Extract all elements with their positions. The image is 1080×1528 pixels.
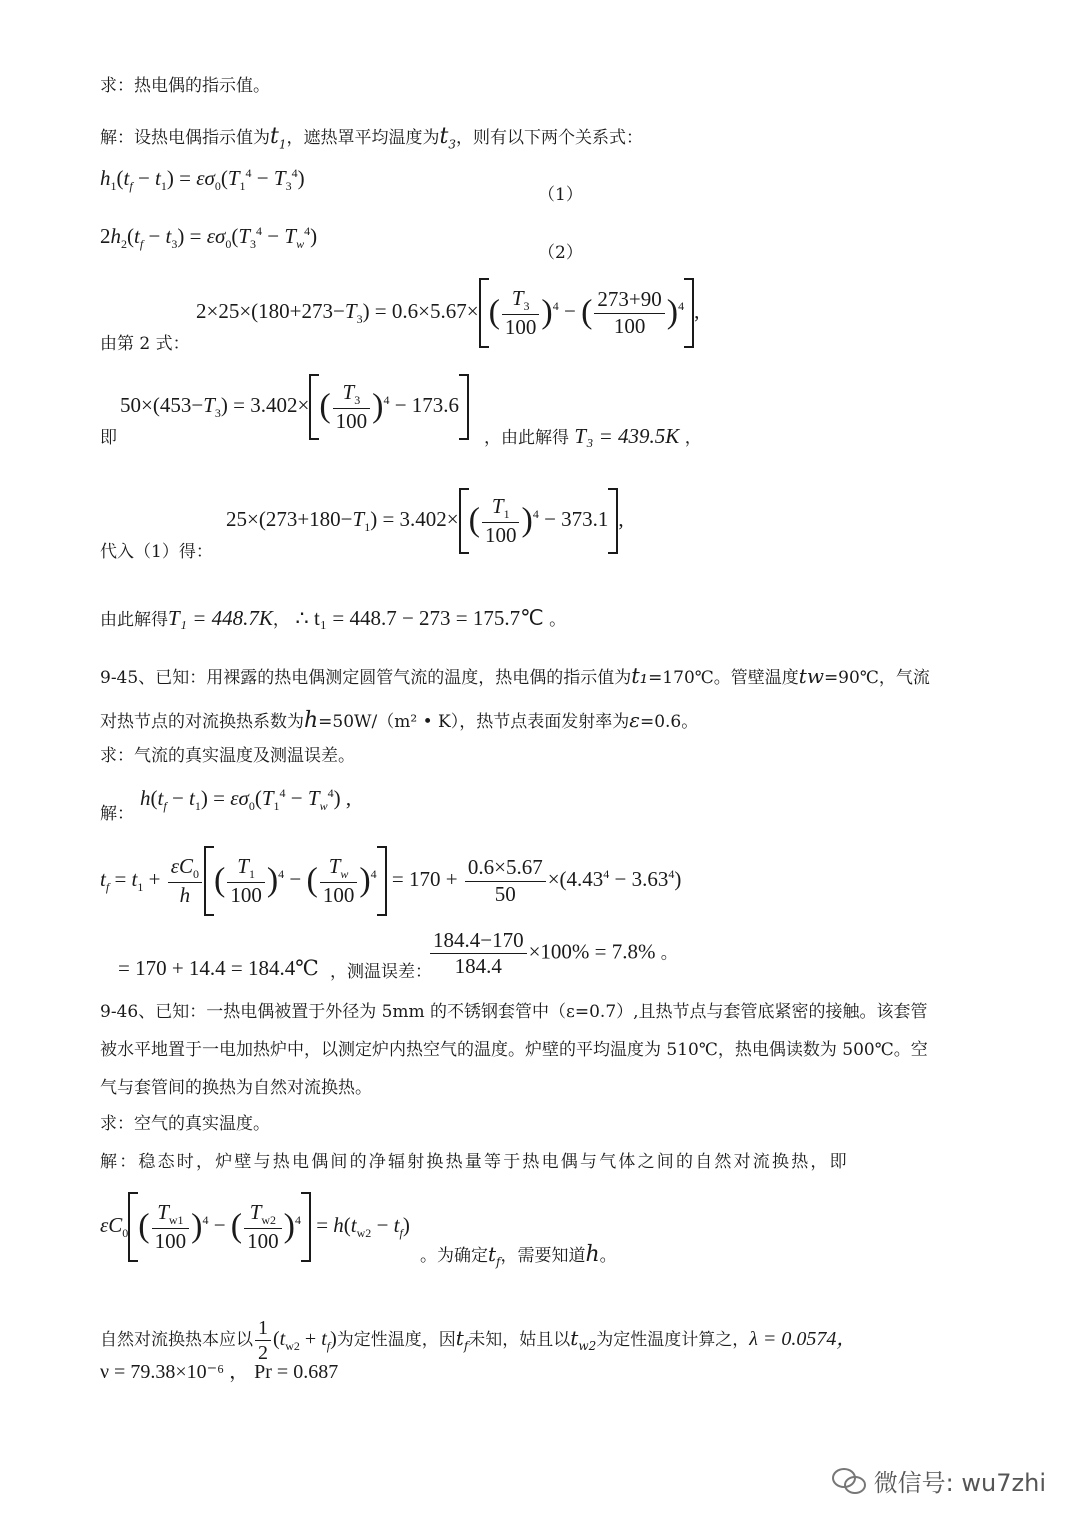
problem-946-line2: 被水平地置于一电加热炉中，以测定炉内热空气的温度。炉壁的平均温度为 510℃，热电偶读数为 500℃。空 — [100, 1040, 928, 1060]
p945-tw: tw — [798, 664, 824, 688]
question-946: 求：空气的真实温度。 — [100, 1114, 270, 1134]
equation-2: $2h_2(t_f - t_3) = \varepsilon\sigma_0(T_3^4 - T_w^4)$ — [100, 224, 318, 252]
need-h-b: ，需要知道 — [500, 1246, 586, 1266]
solve-t3-label: ，由此解得 — [484, 428, 569, 448]
natural-convection-line — [100, 1316, 856, 1365]
nu-pr-line: ν = 79.38×10⁻⁶ ， Pr = 0.687 — [100, 1361, 339, 1383]
nat-text-d: 为定性温度计算之， — [596, 1330, 750, 1351]
nat-text-a: 自然对流换热本应以 — [100, 1330, 253, 1351]
equation-945-result: = 170 + 14.4 = 184.4℃ — [118, 956, 319, 980]
error-label: ，测温误差： — [330, 962, 432, 982]
problem-946-line1: 9-46、已知：一热电偶被置于外径为 5mm 的不锈钢套管中（ε=0.7）,且热节点与套管底紧密的接触。该套管 — [100, 1002, 928, 1022]
problem-945-line1 — [100, 664, 930, 689]
solution-intro — [100, 124, 643, 152]
t3-value: T₃ = 439.5K — [574, 424, 680, 448]
question-945: 求：气流的真实温度及测温误差。 — [100, 746, 355, 766]
equation-from-2: $2\times 25\times(180+273-T_3) = 0.6\times 5.67\times$ ( $\frac{T_3}{100}$ )$^4$ − ( $\frac{273+90}{100}$ )$^4$ , — [196, 278, 699, 348]
nat-mean-temp: $\frac{1}{2}$ $(t_{w2} + t_f)$ — [253, 1328, 337, 1350]
var-t1: $t_1$ — [270, 124, 287, 152]
watermark — [832, 1463, 1046, 1498]
question-line: 求：热电偶的指示值。 — [100, 76, 270, 96]
t1-celsius: ∴ t₁ = 448.7 − 273 = 175.7℃ — [295, 606, 544, 630]
equation-945-tf: $t_f = t_1$ + $\frac{\varepsilon C_0}{h}$ ( $\frac{T_1}{100}$ )$^4$ − ( $\frac{T_w}{100}$ )$^4$ = 170 + $\frac{0.6\times 5.67}{50}$ $\times(4.43^4 - 3.63^4)$ — [100, 846, 681, 916]
solve-t3: ，由此解得 T₃ = 439.5K ， — [484, 424, 702, 448]
p945-line2-a: 对热节点的对流换热系数为 — [100, 712, 304, 732]
p945-h: h — [304, 708, 319, 733]
nat-tw2: $t_{w2}$ — [570, 1326, 597, 1354]
solution-946: 解：稳态时，炉壁与热电偶间的净辐射换热量等于热电偶与气体之间的自然对流换热，即 — [100, 1152, 849, 1172]
jie-label: 解： — [100, 804, 134, 824]
p945-t1: t₁ — [631, 664, 649, 688]
lambda-value: λ = 0.0574， — [749, 1328, 857, 1351]
p945-text-c: =90℃，气流 — [823, 668, 930, 688]
var-t3: $t_3$ — [439, 124, 456, 152]
ji-label: 即 — [100, 428, 117, 448]
wechat-icon — [832, 1468, 866, 1494]
equation-substitute: $25\times(273+180-T_1) = 3.402\times$ ( $\frac{T_1}{100}$ )$^4$ − 373.1 , — [226, 488, 624, 554]
from-second-label: 由第 2 式： — [100, 334, 190, 354]
need-h-line — [420, 1242, 617, 1269]
problem-946-line3: 气与套管间的换热为自然对流换热。 — [100, 1078, 372, 1098]
substitute-label: 代入（1）得： — [100, 542, 213, 562]
equation-946-balance: $\varepsilon C_0$ ( $\frac{T_{w1}}{100}$ )$^4$ − ( $\frac{T_{w2}}{100}$ )$^4 = h(t_{w2} - t_f)$ — [100, 1192, 410, 1262]
p945-text-b: =170℃。管壁温度 — [648, 668, 799, 688]
problem-945-line2 — [100, 708, 698, 734]
p945-line2-b: =50W/（m² • K），热节点表面发射率为 — [318, 712, 630, 732]
equation-number-1: （1） — [538, 185, 583, 205]
equation-number-2: （2） — [538, 243, 583, 263]
equation-945-error: $\frac{184.4-170}{184.4}$ ×100% = 7.8% 。 — [428, 928, 678, 979]
nat-tf: $t_f$ — [455, 1326, 469, 1354]
nat-text-c: 未知，姑且以 — [468, 1330, 571, 1351]
intro-text-c: ，则有以下两个关系式： — [455, 128, 643, 148]
t1-value: T₁ = 448.7K — [168, 606, 273, 630]
need-h-a: 。为确定 — [420, 1246, 488, 1266]
t1-result-line: 由此解得T₁ = 448.7K， ∴ t₁ = 448.7 − 273 = 175.7℃ 。 — [100, 606, 567, 630]
intro-text-b: ，遮热罩平均温度为 — [286, 128, 440, 148]
p945-text-a: 9-45、已知：用裸露的热电偶测定圆管气流的温度，热电偶的指示值为 — [100, 668, 632, 688]
nat-text-b: 为定性温度，因 — [336, 1330, 456, 1351]
solve-t1-label: 由此解得 — [100, 610, 168, 630]
equation-1: $h_1(t_f - t_1) = \varepsilon\sigma_0(T_1^4 - T_3^4)$ — [100, 166, 305, 194]
p945-eps: ε — [629, 708, 640, 732]
intro-text-a: 解：设热电偶指示值为 — [100, 128, 270, 148]
p945-line2-c: =0.6。 — [639, 712, 699, 732]
need-h-c: 。 — [599, 1246, 617, 1266]
need-tf: $t_f$ — [488, 1242, 501, 1269]
equation-945-balance: $h(t_f - t_1) = \varepsilon\sigma_0(T_1^4 - T_w^4)$ , — [140, 786, 352, 814]
watermark-text: 微信号: wu7zhi — [873, 1469, 1046, 1497]
need-h-var: h — [585, 1242, 600, 1267]
equation-simplified: $50\times(453-T_3) = 3.402\times$ ( $\frac{T_3}{100}$ )$^4$ − 173.6 — [120, 374, 469, 440]
